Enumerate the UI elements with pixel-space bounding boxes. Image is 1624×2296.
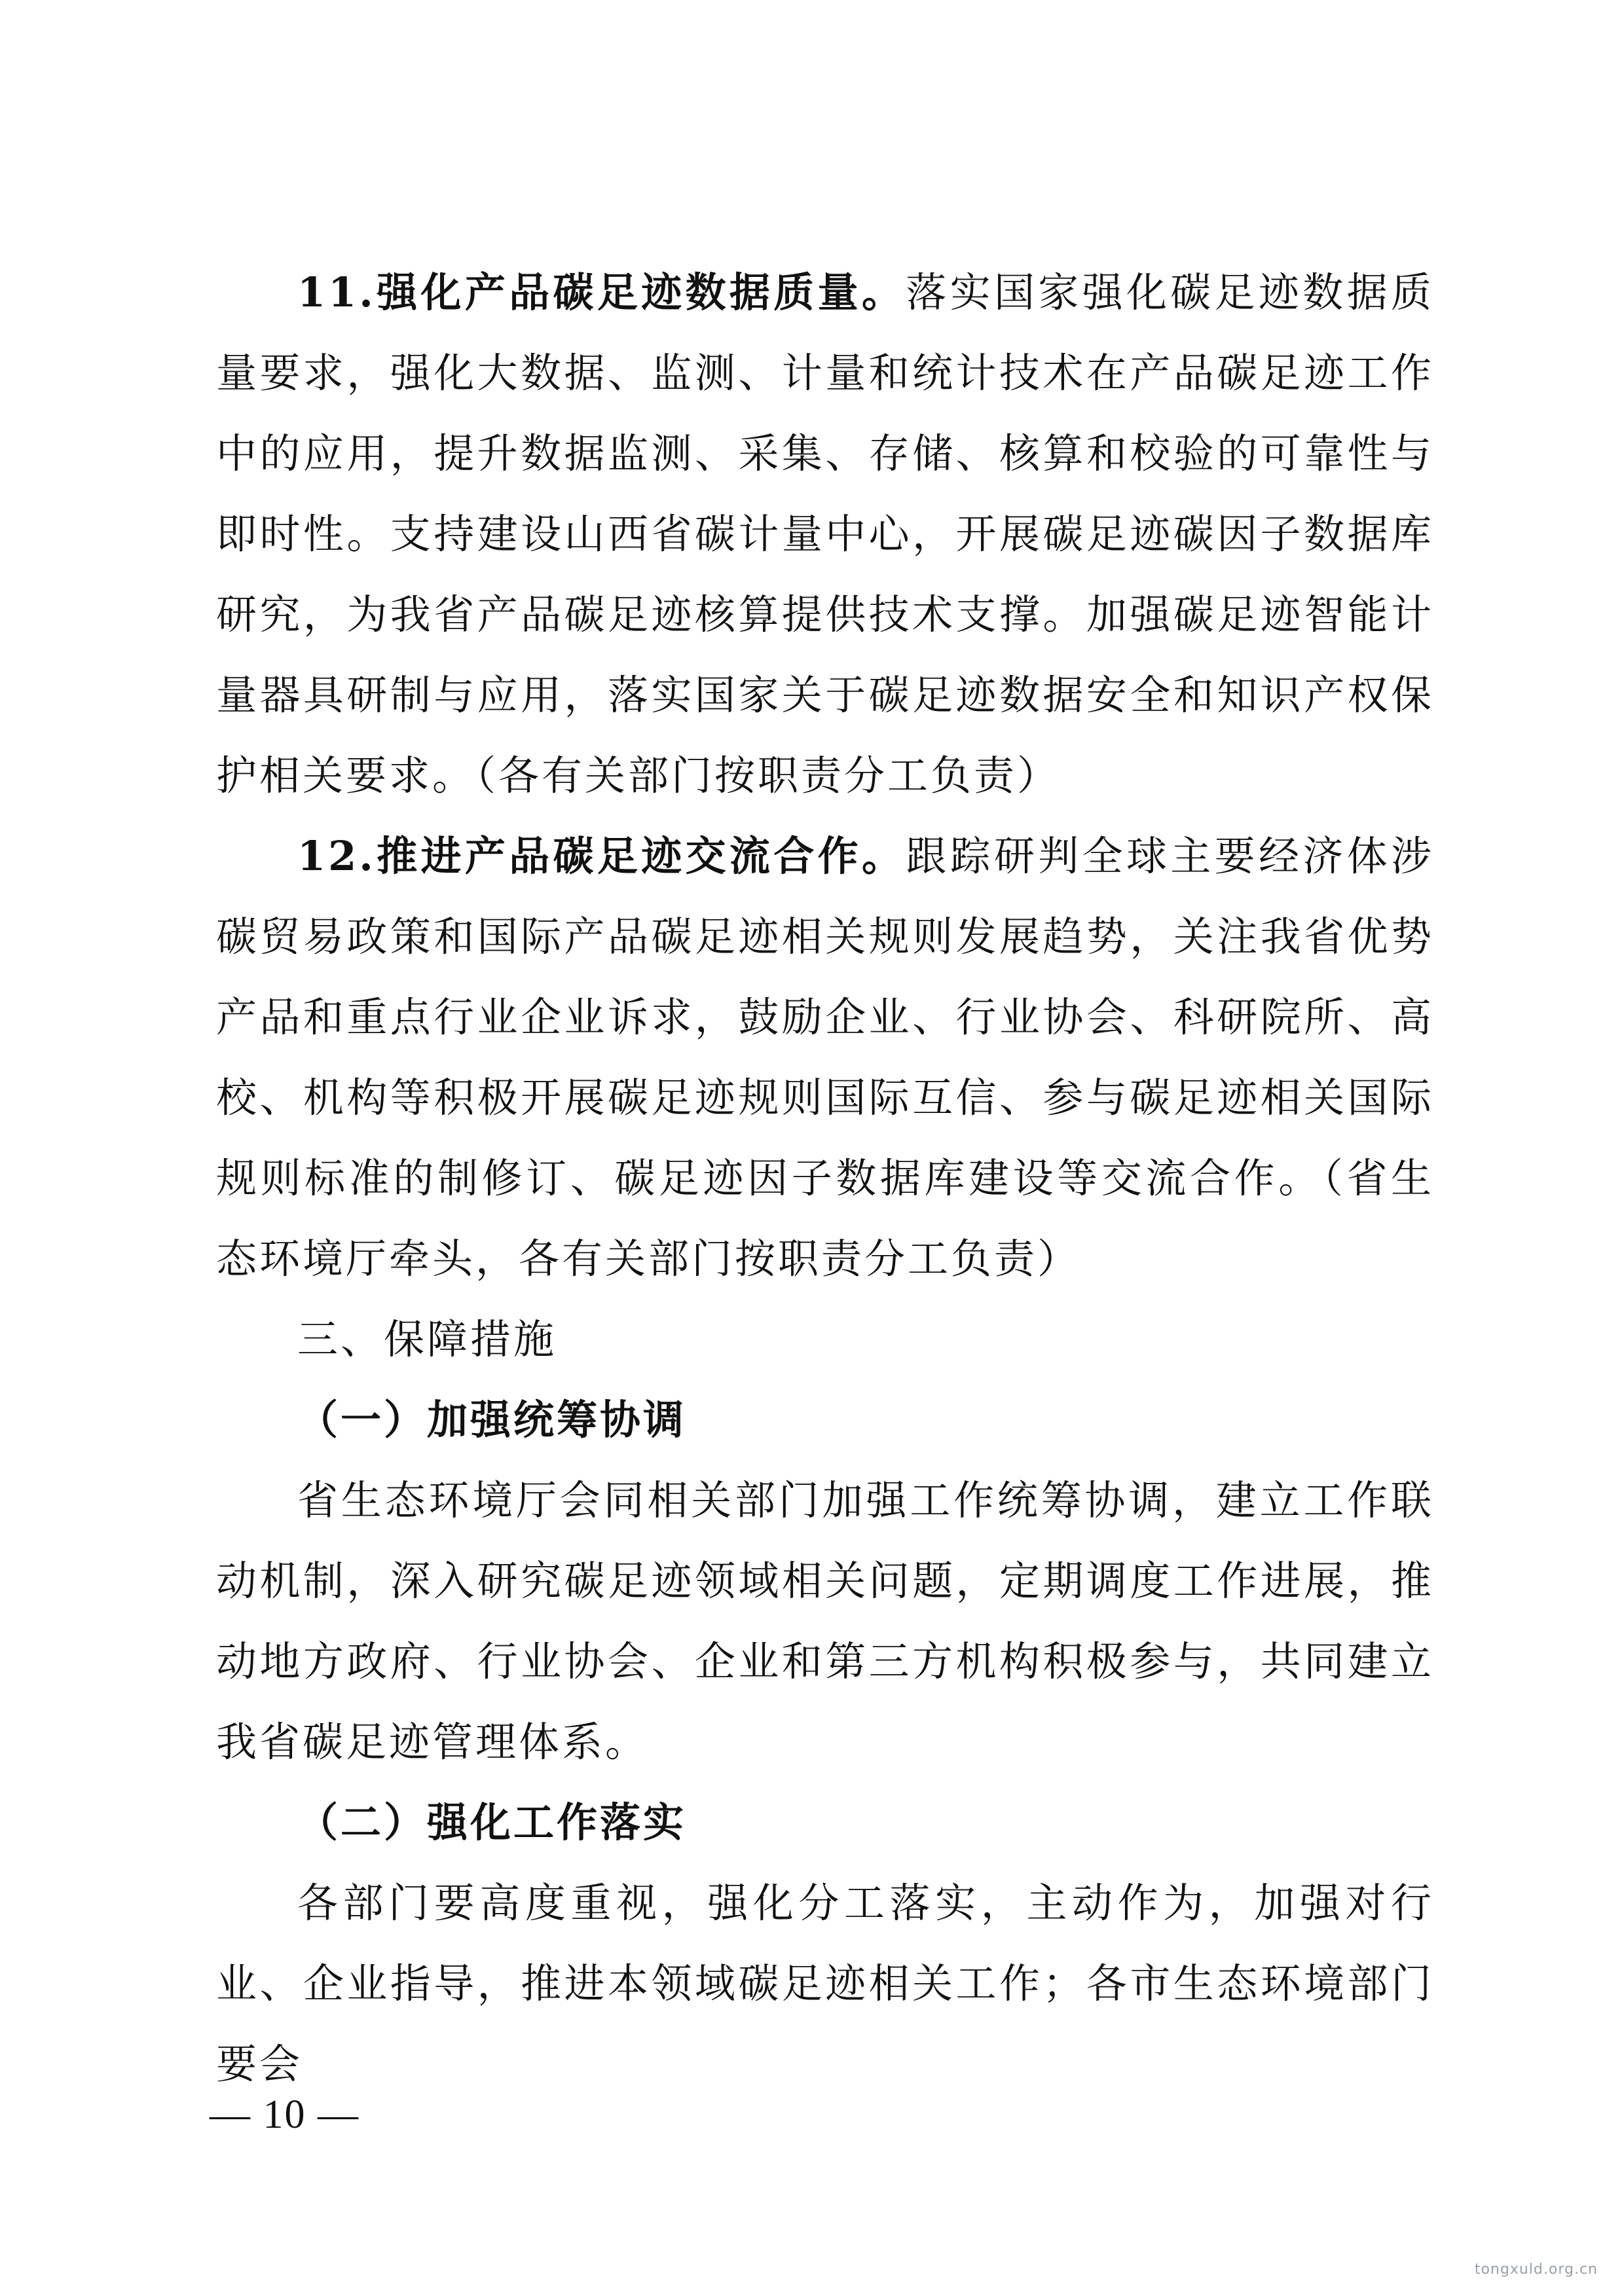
paragraph-item-11	[216, 252, 1434, 816]
paragraph-lead-12: 12.推进产品碳足迹交流合作。	[297, 832, 906, 880]
paragraph-body-12: 跟踪研判全球主要经济体涉碳贸易政策和国际产品碳足迹相关规则发展趋势，关注我省优势产品和重点行业企业诉求，鼓励企业、行业协会、科研院所、高校、机构等积极开展碳足迹规则国际互信、参与碳足迹相关国际规则标准的制修订、碳足迹因子数据库建设等交流合作。（省生态环境厅牵头，各有关部门按职责分工负责）	[216, 832, 1434, 1283]
subheading-implementation: （二）强化工作落实	[297, 1798, 687, 1846]
page-number: — 10 —	[210, 2092, 360, 2137]
paragraph-item-12	[216, 816, 1434, 1299]
paragraph-body-11: 落实国家强化碳足迹数据质量要求，强化大数据、监测、计量和统计技术在产品碳足迹工作中的应用，提升数据监测、采集、存储、核算和校验的可靠性与即时性。支持建设山西省碳计量中心，开展碳足迹碳因子数据库研究，为我省产品碳足迹核算提供技术支撑。加强碳足迹智能计量器具研制与应用，落实国家关于碳足迹数据安全和知识产权保护相关要求。（各有关部门按职责分工负责）	[216, 268, 1434, 799]
paragraph-lead-11: 11.强化产品碳足迹数据质量。	[297, 268, 906, 316]
paragraph-implementation: 各部门要高度重视，强化分工落实，主动作为，加强对行业、企业指导，推进本领域碳足迹相关工作；各市生态环境部门要会	[216, 1879, 1434, 2088]
paragraph-coordination: 省生态环境厅会同相关部门加强工作统筹协调，建立工作联动机制，深入研究碳足迹领域相关问题，定期调度工作进展，推动地方政府、行业协会、企业和第三方机构积极参与，共同建立我省碳足迹管理体系。	[216, 1476, 1434, 1766]
watermark-text: tongxuld.org.cn	[1474, 2261, 1598, 2278]
subheading-coordination: （一）加强统筹协调	[297, 1396, 687, 1444]
section-heading-safeguards: 三、保障措施	[297, 1315, 557, 1363]
document-page	[216, 252, 1434, 2104]
